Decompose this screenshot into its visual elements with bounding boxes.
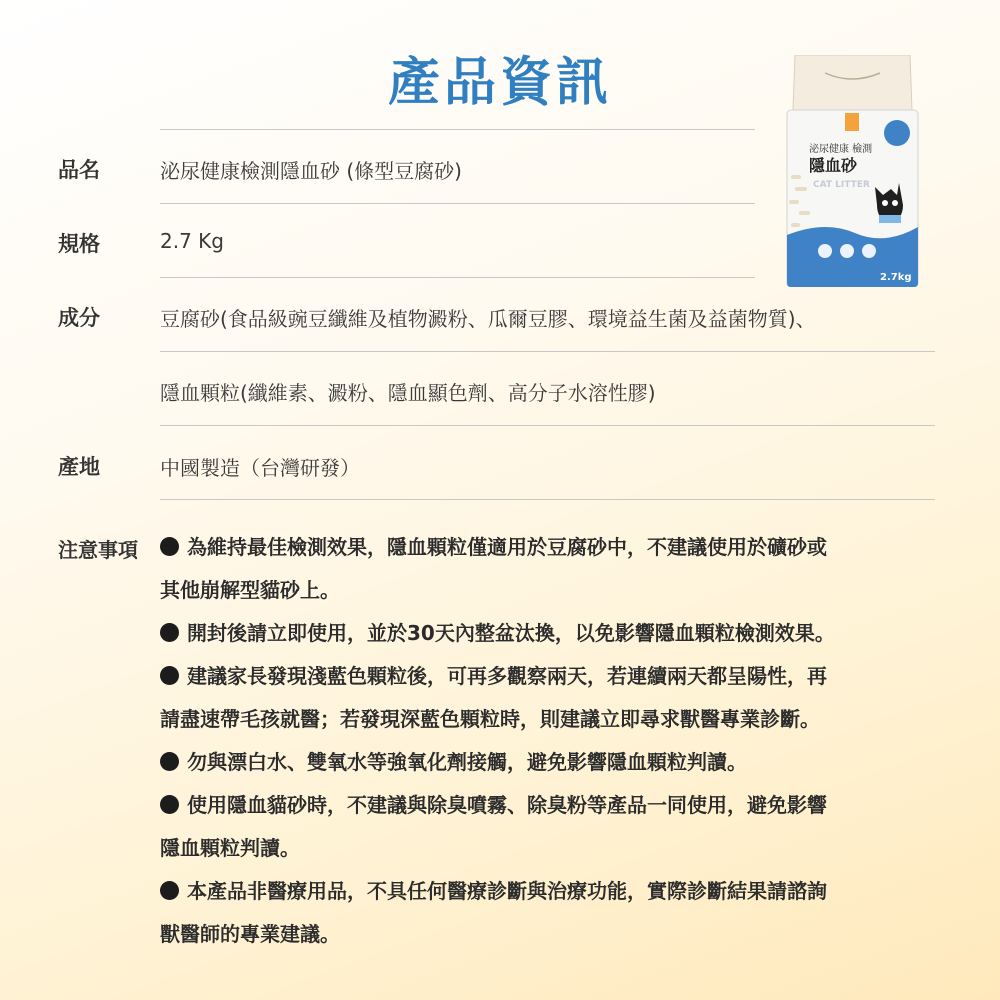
note-item: 使用隱血貓砂時，不建議與除臭噴霧、除臭粉等產品一同使用，避免影響 隱血顆粒判讀。 — [160, 793, 827, 860]
value-product-name: 泌尿健康檢測隱血砂 (條型豆腐砂) — [160, 159, 462, 183]
divider — [160, 425, 935, 426]
svg-text:隱血砂: 隱血砂 — [809, 156, 858, 175]
label-product-name: 品名 — [58, 158, 100, 182]
svg-text:CAT LITTER: CAT LITTER — [813, 180, 870, 190]
note-item: 開封後請立即使用，並於30天內整盆汰換，以免影響隱血顆粒檢測效果。 — [160, 612, 940, 655]
divider — [160, 129, 755, 130]
label-spec: 規格 — [58, 232, 100, 256]
svg-text:2.7kg: 2.7kg — [880, 272, 912, 283]
label-origin: 產地 — [58, 455, 100, 479]
divider — [160, 203, 755, 204]
note-item: 勿與漂白水、雙氧水等強氧化劑接觸，避免影響隱血顆粒判讀。 — [160, 741, 940, 784]
label-notes: 注意事項 — [58, 538, 138, 562]
bullet-icon — [160, 752, 179, 771]
divider — [160, 351, 935, 352]
note-item: 本產品非醫療用品，不具任何醫療診斷與治療功能，實際診斷結果請諮詢 獸醫師的專業建議。 — [160, 879, 827, 946]
note-item: 建議家長發現淺藍色顆粒後，可再多觀察兩天，若連續兩天都呈陽性，再 請盡速帶毛孩就醫；若發現深藍色顆粒時，則建議立即尋求獸醫專業診斷。 — [160, 664, 827, 731]
divider — [160, 499, 935, 500]
label-ingredients: 成分 — [58, 306, 100, 330]
bullet-icon — [160, 795, 179, 814]
product-image — [785, 55, 920, 287]
value-origin: 中國製造（台灣研發） — [160, 456, 360, 480]
bullet-icon — [160, 537, 179, 556]
svg-text:泌尿健康 檢測: 泌尿健康 檢測 — [809, 144, 873, 155]
bullet-icon — [160, 623, 179, 642]
bullet-icon — [160, 666, 179, 685]
value-spec: 2.7 Kg — [160, 229, 224, 253]
page-title: 產品資訊 — [387, 53, 612, 113]
bullet-icon — [160, 881, 179, 900]
product-bag-illustration — [785, 55, 920, 287]
value-ingredients-line1: 豆腐砂(食品級豌豆纖維及植物澱粉、瓜爾豆膠、環境益生菌及益菌物質)、 — [160, 307, 816, 331]
note-item: 為維持最佳檢測效果，隱血顆粒僅適用於豆腐砂中，不建議使用於礦砂或 其他崩解型貓砂上。 — [160, 535, 827, 602]
divider — [160, 277, 755, 278]
value-ingredients-line2: 隱血顆粒(纖維素、澱粉、隱血顯色劑、高分子水溶性膠) — [160, 381, 656, 405]
